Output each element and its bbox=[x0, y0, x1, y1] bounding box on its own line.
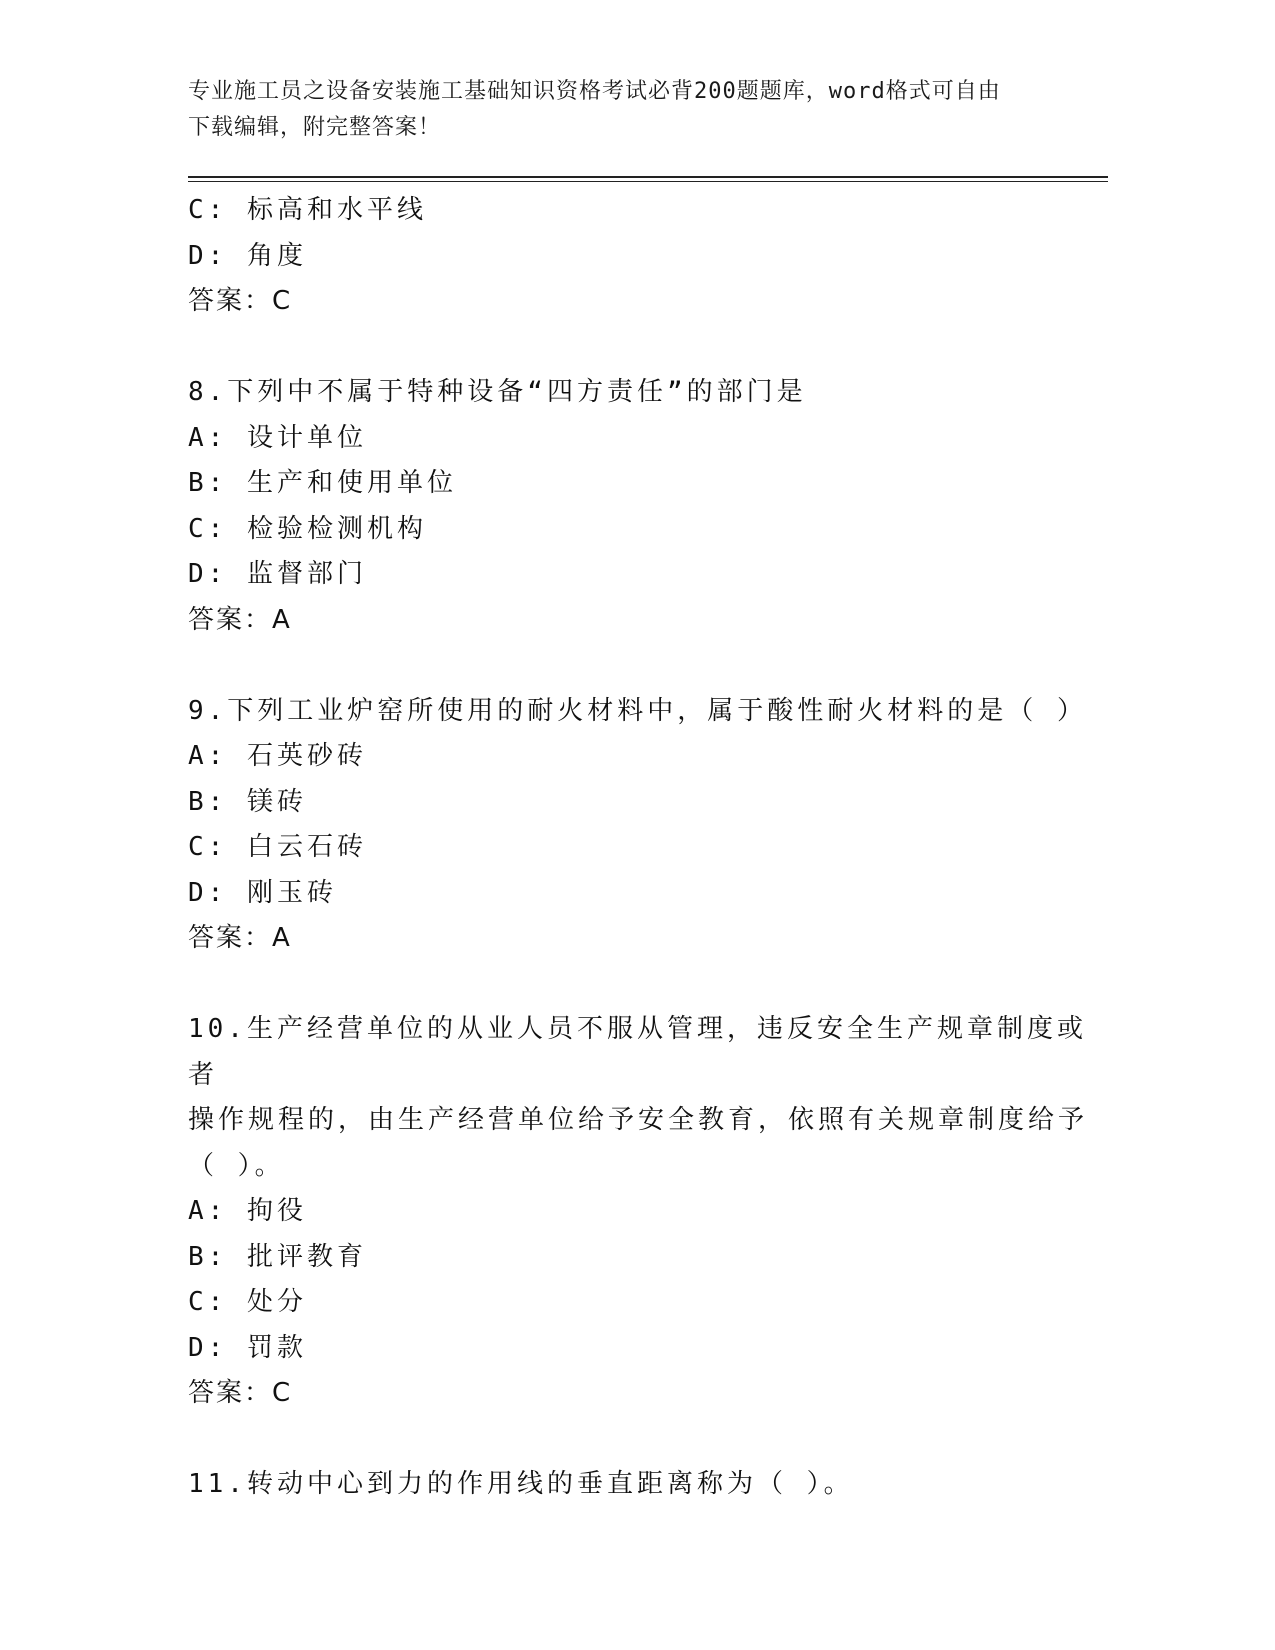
question-stem-line-1: 10.生产经营单位的从业人员不服从管理，违反安全生产规章制度或者 bbox=[188, 1014, 1087, 1090]
option-d: D: 角度 bbox=[188, 240, 307, 271]
answer-line: 答案：A bbox=[188, 923, 292, 953]
question-7-continuation bbox=[188, 188, 1088, 325]
spacer bbox=[188, 962, 1088, 1008]
option-c: C: 处分 bbox=[188, 1287, 307, 1317]
answer-line: 答案：C bbox=[188, 1378, 293, 1408]
option-c: C: 白云石砖 bbox=[188, 832, 367, 862]
spacer bbox=[188, 643, 1088, 689]
spacer bbox=[188, 325, 1088, 371]
option-a: A: 拘役 bbox=[188, 1196, 307, 1226]
question-stem: 8.下列中不属于特种设备“四方责任”的部门是 bbox=[188, 377, 807, 407]
option-b: B: 批评教育 bbox=[188, 1241, 367, 1272]
question-11 bbox=[188, 1462, 1088, 1508]
spacer bbox=[188, 1417, 1088, 1463]
option-c: C: 检验检测机构 bbox=[188, 513, 427, 544]
option-c: C: 标高和水平线 bbox=[188, 195, 427, 225]
question-8 bbox=[188, 370, 1088, 643]
answer-line: 答案：C bbox=[188, 286, 293, 316]
question-stem: 11.转动中心到力的作用线的垂直距离称为（ ）。 bbox=[188, 1469, 854, 1499]
question-stem-line-2: 操作规程的，由生产经营单位给予安全教育，依照有关规章制度给予 bbox=[188, 1105, 1089, 1135]
header-title-line-1: 专业施工员之设备安装施工基础知识资格考试必背200题题库，word格式可自由 bbox=[188, 79, 1001, 104]
header-rule-thick bbox=[188, 176, 1108, 178]
question-9 bbox=[188, 689, 1088, 962]
option-d: D: 刚玉砖 bbox=[188, 877, 337, 908]
question-10 bbox=[188, 1007, 1088, 1417]
header-title-line-2: 下载编辑，附完整答案！ bbox=[188, 115, 442, 140]
option-d: D: 罚款 bbox=[188, 1332, 307, 1363]
question-stem-line-3: （ ）。 bbox=[188, 1150, 285, 1181]
option-a: A: 石英砂砖 bbox=[188, 741, 367, 771]
document-header bbox=[188, 74, 1078, 146]
question-list bbox=[188, 188, 1088, 1508]
question-stem: 9.下列工业炉窑所使用的耐火材料中，属于酸性耐火材料的是（ ） bbox=[188, 695, 1087, 726]
option-b: B: 镁砖 bbox=[188, 786, 307, 817]
option-b: B: 生产和使用单位 bbox=[188, 468, 457, 498]
answer-line: 答案：A bbox=[188, 604, 292, 635]
option-d: D: 监督部门 bbox=[188, 559, 367, 589]
header-rule-thin bbox=[188, 181, 1108, 182]
option-a: A: 设计单位 bbox=[188, 422, 367, 453]
